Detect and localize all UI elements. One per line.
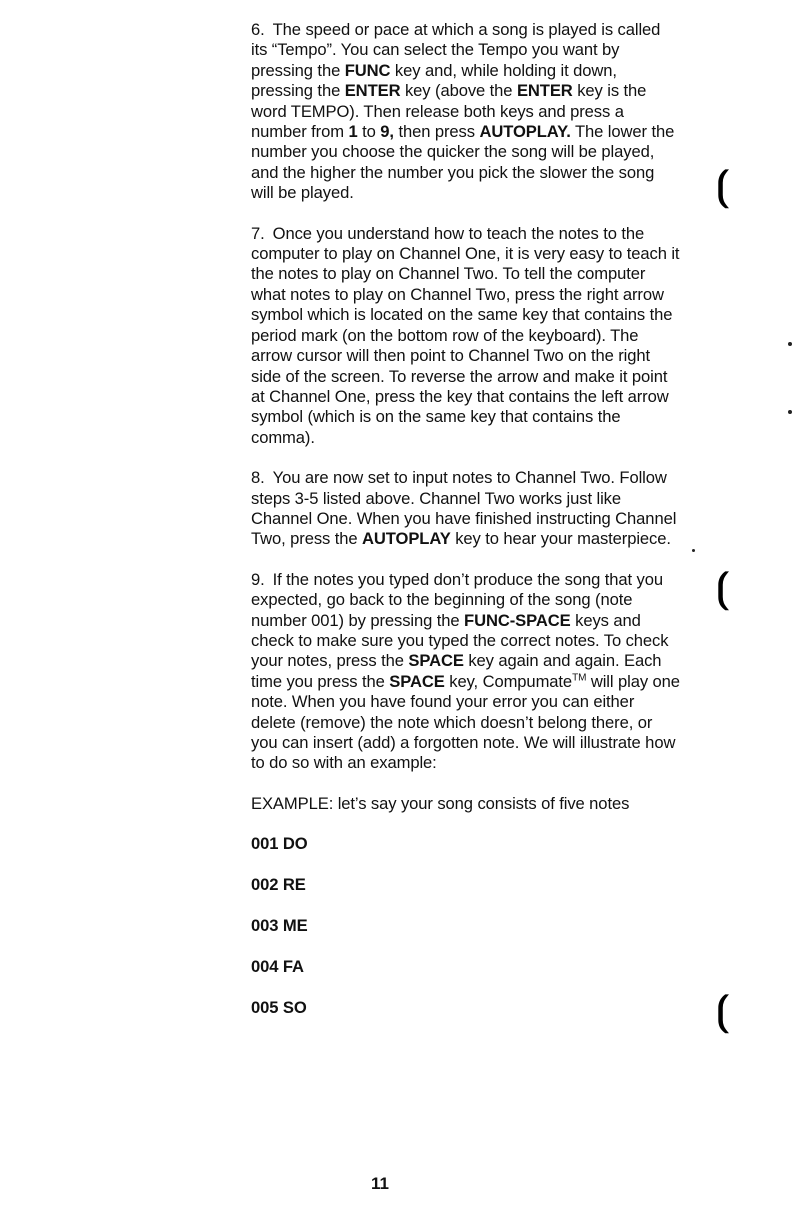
- step-paragraph: [251, 224, 681, 448]
- example-note: 004 FA: [251, 956, 304, 976]
- step-paragraph: [251, 468, 681, 550]
- body-text: The speed or pace at which a song is played is called its “Tempo”. You can select the Tempo you want by pressing the: [251, 20, 661, 80]
- body-text: You are now set to input notes to Channel Two. Follow steps 3-5 listed above. Channel Two works just like Channel One. When you have finished instructing Channel Two, press the: [251, 468, 677, 549]
- step-number: 6.: [251, 20, 265, 39]
- body-text: key (above the: [400, 81, 517, 101]
- body-text: key and, while holding it down, pressing the: [251, 60, 617, 101]
- example-notes-list: [251, 834, 681, 1018]
- example-note: 002 RE: [251, 875, 306, 895]
- page-body: [251, 20, 681, 1039]
- key-name: AUTOPLAY.: [479, 122, 571, 142]
- key-name: SPACE: [389, 671, 445, 691]
- body-text: key again and again. Each time you press the: [251, 651, 662, 691]
- body-text: will play one note. When you have found your error you can either delete (remove) the note which doesn’t belong there, or you can insert (add) a forgotten note. We will illustrate how to do so with an example:: [251, 671, 680, 773]
- instruction-paragraphs: [251, 20, 681, 774]
- binder-hole-mark-3: ⟮: [716, 987, 730, 1034]
- step-number: 9.: [251, 569, 265, 589]
- page-number: 11: [371, 1174, 389, 1193]
- body-text: key to hear your masterpiece.: [450, 529, 671, 549]
- example-note: 005 SO: [251, 997, 307, 1017]
- body-text: The lower the number you choose the quicker the song will be played, and the higher the number you pick the slower the song will be played.: [251, 122, 675, 203]
- example-intro: EXAMPLE: let’s say your song consists of five notes: [251, 793, 630, 813]
- trademark-mark: TM: [572, 672, 587, 684]
- scan-speck-1: [788, 342, 792, 346]
- example-note: 003 ME: [251, 916, 308, 936]
- step-paragraph: [251, 20, 681, 204]
- step-paragraph: [251, 570, 681, 774]
- key-name: ENTER: [516, 81, 573, 101]
- example-note: 001 DO: [251, 834, 308, 854]
- body-text: Once you understand how to teach the notes to the computer to play on Channel One, it is very easy to teach it the notes to play on Channel Two. To tell the computer what notes to play on Channel Two, press the right arrow symbol which is located on the same key that contains the period mark (on the bottom row of the keyboard). The arrow cursor will then point to Channel Two on the right side of the screen. To reverse the arrow and make it point at Channel One, press the key that contains the left arrow symbol (which is on the same key that contains the comma).: [251, 223, 680, 447]
- binder-hole-mark-2: ⟮: [716, 564, 730, 611]
- body-text: key, Compumate: [444, 671, 573, 691]
- body-text: If the notes you typed don’t produce the song that you expected, go back to the beginning of the song (note number 001) by pressing the: [251, 569, 664, 630]
- body-text: key is the word TEMPO). Then release both keys and press a number from: [251, 81, 647, 142]
- body-text: keys and check to make sure you typed the correct notes. To check your notes, press the: [251, 610, 669, 671]
- key-name: 9,: [380, 122, 394, 142]
- body-text: then press: [393, 122, 480, 142]
- key-name: SPACE: [408, 651, 464, 671]
- body-text: to: [357, 122, 381, 142]
- step-number: 7.: [251, 223, 265, 243]
- step-number: 8.: [251, 468, 265, 488]
- key-name: AUTOPLAY: [362, 529, 451, 549]
- scan-speck-2: [788, 410, 792, 414]
- scan-speck-3: [692, 549, 695, 552]
- binder-hole-mark-1: ⟮: [716, 162, 730, 209]
- key-name: FUNC: [344, 60, 391, 80]
- key-name: 1: [348, 122, 358, 142]
- key-name: ENTER: [344, 81, 401, 101]
- key-name: FUNC-SPACE: [464, 610, 571, 630]
